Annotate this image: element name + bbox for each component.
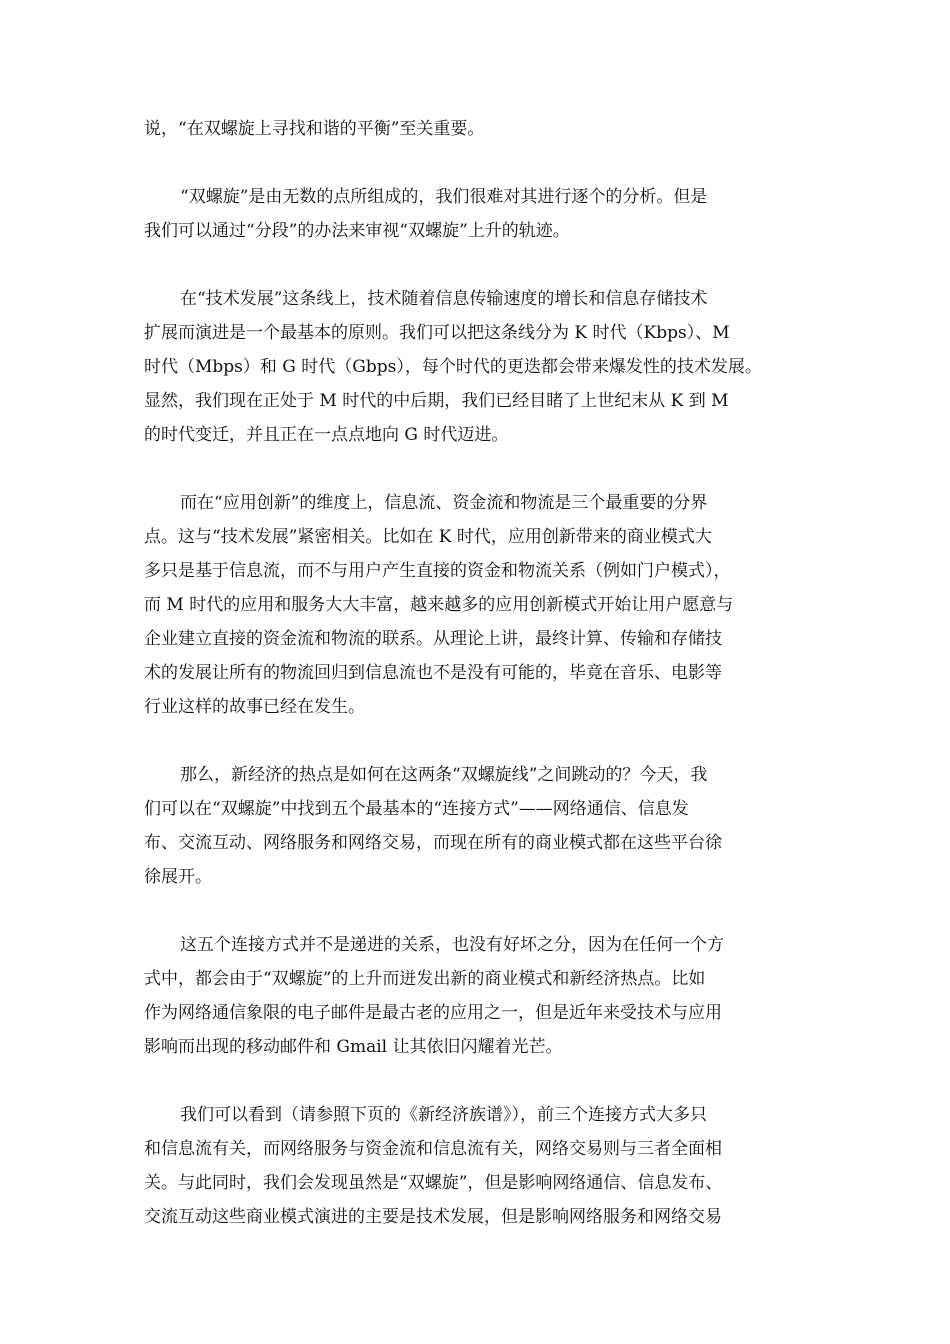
paragraph-5 (144, 758, 812, 894)
document-body (144, 112, 812, 1268)
text-line: 行业这样的故事已经在发生。 (144, 697, 365, 717)
text-line: 而 M 时代的应用和服务大大丰富，越来越多的应用创新模式开始让用户愿意与 (144, 595, 734, 615)
paragraph-3 (144, 282, 812, 452)
paragraph-6 (144, 928, 812, 1064)
text-line: 徐展开。 (144, 867, 212, 887)
text-line: 关。与此同时，我们会发现虽然是“双螺旋”，但是影响网络通信、信息发布、 (144, 1173, 723, 1193)
text-line: “双螺旋”是由无数的点所组成的，我们很难对其进行逐个的分析。但是 (180, 187, 708, 207)
text-line: 时代（Mbps）和 G 时代（Gbps），每个时代的更迭都会带来爆发性的技术发展。 (144, 357, 762, 377)
text-line: 而在“应用创新”的维度上，信息流、资金流和物流是三个最重要的分界 (180, 493, 708, 513)
text-line: 们可以在“双螺旋”中找到五个最基本的“连接方式”——网络通信、信息发 (144, 799, 689, 819)
text-line: 交流互动这些商业模式演进的主要是技术发展，但是影响网络服务和网络交易 (144, 1207, 722, 1227)
text-line: 布、交流互动、网络服务和网络交易，而现在所有的商业模式都在这些平台徐 (144, 833, 722, 853)
text-line: 术的发展让所有的物流回归到信息流也不是没有可能的，毕竟在音乐、电影等 (144, 663, 722, 683)
text-line: 我们可以看到（请参照下页的《新经济族谱》），前三个连接方式大多只 (180, 1105, 707, 1125)
text-line: 我们可以通过“分段”的办法来审视“双螺旋”上升的轨迹。 (144, 221, 570, 241)
text-line: 影响而出现的移动邮件和 Gmail 让其依旧闪耀着光芒。 (144, 1037, 563, 1057)
text-line: 扩展而演进是一个最基本的原则。我们可以把这条线分为 K 时代（Kbps）、M (144, 323, 730, 343)
text-line: 式中，都会由于“双螺旋”的上升而迸发出新的商业模式和新经济热点。比如 (144, 969, 706, 989)
text-line: 那么，新经济的热点是如何在这两条“双螺旋线”之间跳动的？今天，我 (180, 765, 708, 785)
text-line: 点。这与“技术发展”紧密相关。比如在 K 时代，应用创新带来的商业模式大 (144, 527, 712, 547)
paragraph-1 (144, 112, 812, 146)
text-line: 和信息流有关，而网络服务与资金流和信息流有关，网络交易则与三者全面相 (144, 1139, 722, 1159)
text-line: 这五个连接方式并不是递进的关系，也没有好坏之分，因为在任何一个方 (180, 935, 724, 955)
paragraph-2 (144, 180, 812, 248)
text-line: 说，“在双螺旋上寻找和谐的平衡”至关重要。 (144, 119, 485, 139)
text-line: 在“技术发展”这条线上，技术随着信息传输速度的增长和信息存储技术 (180, 289, 708, 309)
paragraph-4 (144, 486, 812, 724)
text-line: 企业建立直接的资金流和物流的联系。从理论上讲，最终计算、传输和存储技 (144, 629, 722, 649)
text-line: 作为网络通信象限的电子邮件是最古老的应用之一，但是近年来受技术与应用 (144, 1003, 722, 1023)
text-line: 多只是基于信息流，而不与用户产生直接的资金和物流关系（例如门户模式）， (144, 561, 731, 581)
text-line: 的时代变迁，并且正在一点点地向 G 时代迈进。 (144, 425, 509, 445)
text-line: 显然，我们现在正处于 M 时代的中后期，我们已经目睹了上世纪末从 K 到 M (144, 391, 729, 411)
paragraph-7 (144, 1098, 812, 1234)
